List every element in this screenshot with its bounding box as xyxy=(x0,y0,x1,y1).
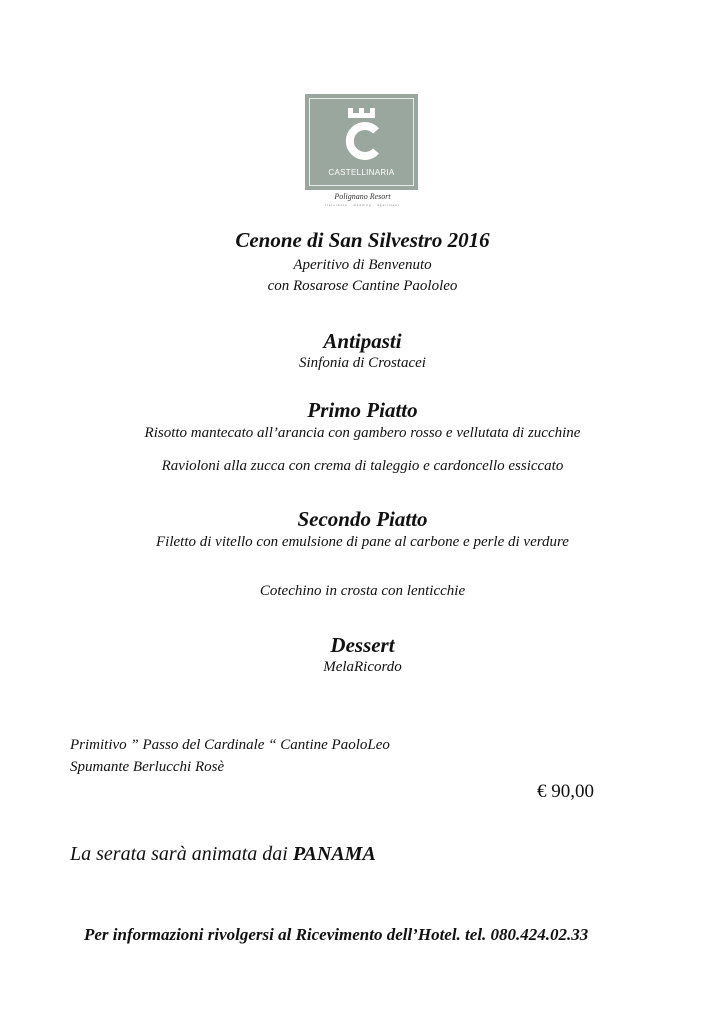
primo-item-2: Ravioloni alla zucca con crema di taleggio e cardoncello essiccato xyxy=(161,458,564,474)
primo-heading: Primo Piatto xyxy=(307,398,418,422)
entertainment-line xyxy=(70,843,376,866)
logo-tagline: ristorante · wedding · apartment xyxy=(325,203,400,207)
price: € 90,00 xyxy=(537,781,594,802)
secondo-item-2: Cotechino in crosta con lenticchie xyxy=(259,583,466,599)
menu-title: Cenone di San Silvestro 2016 xyxy=(235,228,490,252)
logo-subbrand: Polignano Resort xyxy=(334,192,391,201)
aperitivo-line-2: con Rosarose Cantine Paololeo xyxy=(267,278,458,294)
primo-item-1: Risotto mantecato all’arancia con gambero rosso e vellutata di zucchine xyxy=(144,425,581,441)
wine-line-2: Spumante Berlucchi Rosè xyxy=(70,759,225,775)
aperitivo-line-1: Aperitivo di Benvenuto xyxy=(293,257,432,273)
wine-line-1: Primitivo ” Passo del Cardinale “ Cantine PaoloLeo xyxy=(70,737,390,753)
logo xyxy=(305,94,418,190)
logo-brand-text: CASTELLINARIA xyxy=(328,168,395,177)
antipasti-item: Sinfonia di Crostacei xyxy=(299,355,426,371)
dessert-item: MelaRicordo xyxy=(323,659,402,675)
info-footer: Per informazioni rivolgersi al Ricevimento dell’Hotel. tel. 080.424.02.33 xyxy=(84,925,589,944)
castle-c-icon xyxy=(305,104,418,160)
secondo-item-1: Filetto di vitello con emulsione di pane al carbone e perle di verdure xyxy=(156,534,569,550)
dessert-heading: Dessert xyxy=(330,633,395,657)
secondo-heading: Secondo Piatto xyxy=(297,507,428,531)
antipasti-heading: Antipasti xyxy=(323,329,402,353)
entertainment-prefix: La serata sarà animata dai xyxy=(70,843,288,865)
band-name: PANAMA xyxy=(292,843,376,865)
